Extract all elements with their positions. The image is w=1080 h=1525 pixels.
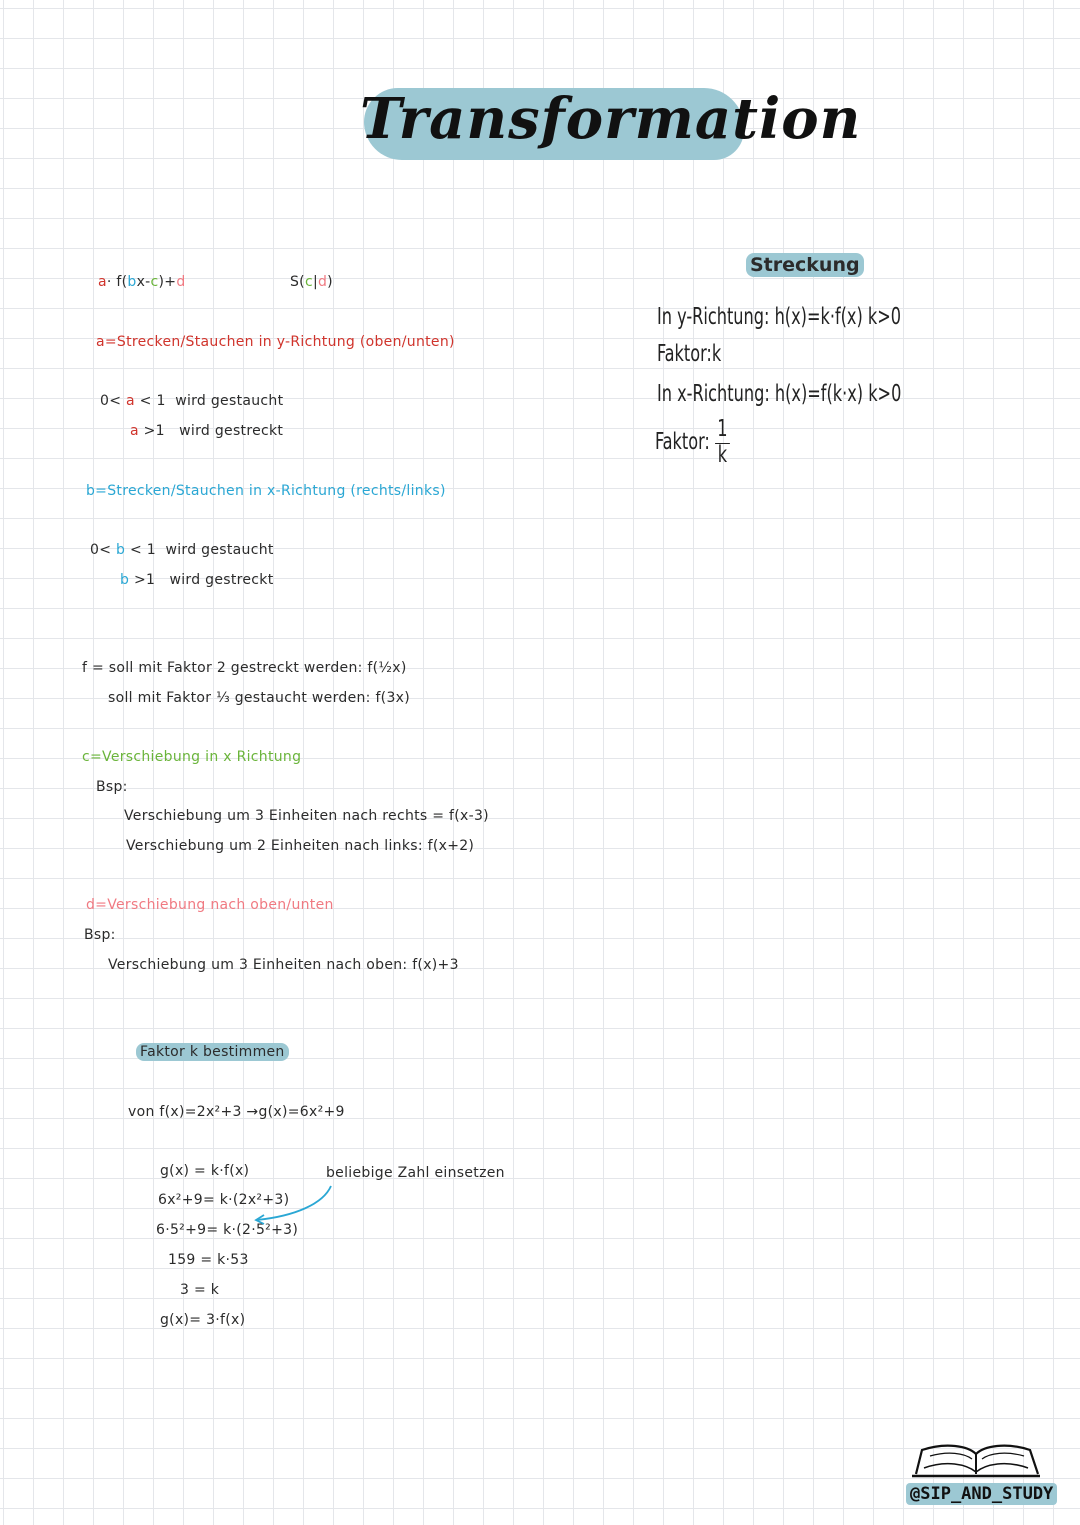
streckung-heading [746, 254, 864, 276]
page-title: Transformation [360, 86, 862, 152]
k-step: g(x) = k·f(x) [160, 1163, 250, 1179]
b-rule-1 [90, 542, 274, 558]
k-from-to: von f(x)=2x²+3 →g(x)=6x²+9 [128, 1104, 345, 1120]
a-heading: a=Strecken/Stauchen in y-Richtung (oben/unten) [96, 334, 455, 350]
rule-text: wird gestreckt [179, 423, 284, 439]
streckung-x-factor [655, 418, 730, 467]
d-example-1: Verschiebung um 3 Einheiten nach oben: f(x)+3 [108, 957, 459, 973]
fraction [715, 418, 730, 467]
c-example-2: Verschiebung um 2 Einheiten nach links: f(x+2) [126, 838, 475, 854]
d-heading: d=Verschiebung nach oben/unten [86, 897, 334, 913]
rule-text: wird gestaucht [165, 542, 274, 558]
rule-part: >1 [133, 572, 156, 588]
rule-text: wird gestreckt [169, 572, 274, 588]
k-step: 6·5²+9= k·(2·5²+3) [156, 1222, 299, 1238]
a-rule-2 [130, 423, 283, 439]
d-bsp: Bsp: [84, 927, 116, 943]
rule-part: >1 [143, 423, 165, 439]
var-d: d [176, 274, 186, 290]
streckung-y-factor: Faktor:k [657, 341, 722, 367]
form-part: x- [136, 274, 151, 290]
factor-label: Faktor: [655, 429, 710, 455]
brand-handle: @SIP_AND_STUDY [906, 1483, 1057, 1505]
streckung-x: In x-Richtung: h(x)=f(k·x) k>0 [657, 381, 902, 407]
var-a: a [98, 274, 107, 290]
k-heading-label: Faktor k bestimmen [136, 1043, 289, 1061]
f-example-2: soll mit Faktor ⅓ gestaucht werden: f(3x) [108, 690, 410, 706]
k-step: g(x)= 3·f(x) [160, 1312, 246, 1328]
vertex-d: d [317, 274, 328, 290]
k-step: 6x²+9= k·(2x²+3) [158, 1192, 290, 1208]
streckung-y: In y-Richtung: h(x)=k·f(x) k>0 [657, 304, 902, 330]
rule-part: < 1 [129, 542, 156, 558]
rule-part: 0< [100, 393, 122, 409]
vertex-sep: | [312, 274, 318, 290]
var-a: a [130, 423, 139, 439]
vertex-part: S( [290, 274, 305, 290]
k-heading [136, 1044, 289, 1060]
k-step: 159 = k·53 [168, 1252, 249, 1268]
arrow-icon [245, 1182, 340, 1227]
f-example-1: f = soll mit Faktor 2 gestreckt werden: f(½x) [82, 660, 407, 676]
vertex-part: ) [327, 274, 333, 290]
k-note: beliebige Zahl einsetzen [326, 1165, 505, 1181]
var-b: b [116, 542, 126, 558]
rule-text: wird gestaucht [175, 393, 284, 409]
c-bsp: Bsp: [96, 779, 128, 795]
vertex-form [290, 274, 333, 290]
streckung-heading-label: Streckung [746, 253, 864, 277]
k-step: 3 = k [180, 1282, 220, 1298]
var-b: b [120, 572, 130, 588]
b-heading: b=Strecken/Stauchen in x-Richtung (rechts/links) [86, 483, 446, 499]
rule-part: 0< [90, 542, 112, 558]
general-form [98, 274, 186, 290]
var-b: b [127, 274, 137, 290]
var-a: a [126, 393, 135, 409]
fraction-numerator: 1 [715, 418, 730, 444]
form-part: )+ [158, 274, 177, 290]
open-book-icon [906, 1440, 1046, 1482]
a-rule-1 [100, 393, 283, 409]
form-part: · f( [106, 274, 128, 290]
c-example-1: Verschiebung um 3 Einheiten nach rechts = f(x-3) [124, 808, 489, 824]
c-heading: c=Verschiebung in x Richtung [82, 749, 302, 765]
rule-part: < 1 [139, 393, 166, 409]
var-c: c [150, 274, 159, 290]
b-rule-2 [120, 572, 274, 588]
title-block [360, 78, 862, 168]
fraction-denominator: k [717, 442, 728, 468]
brand-logo [906, 1440, 1056, 1515]
vertex-c: c [304, 274, 313, 290]
